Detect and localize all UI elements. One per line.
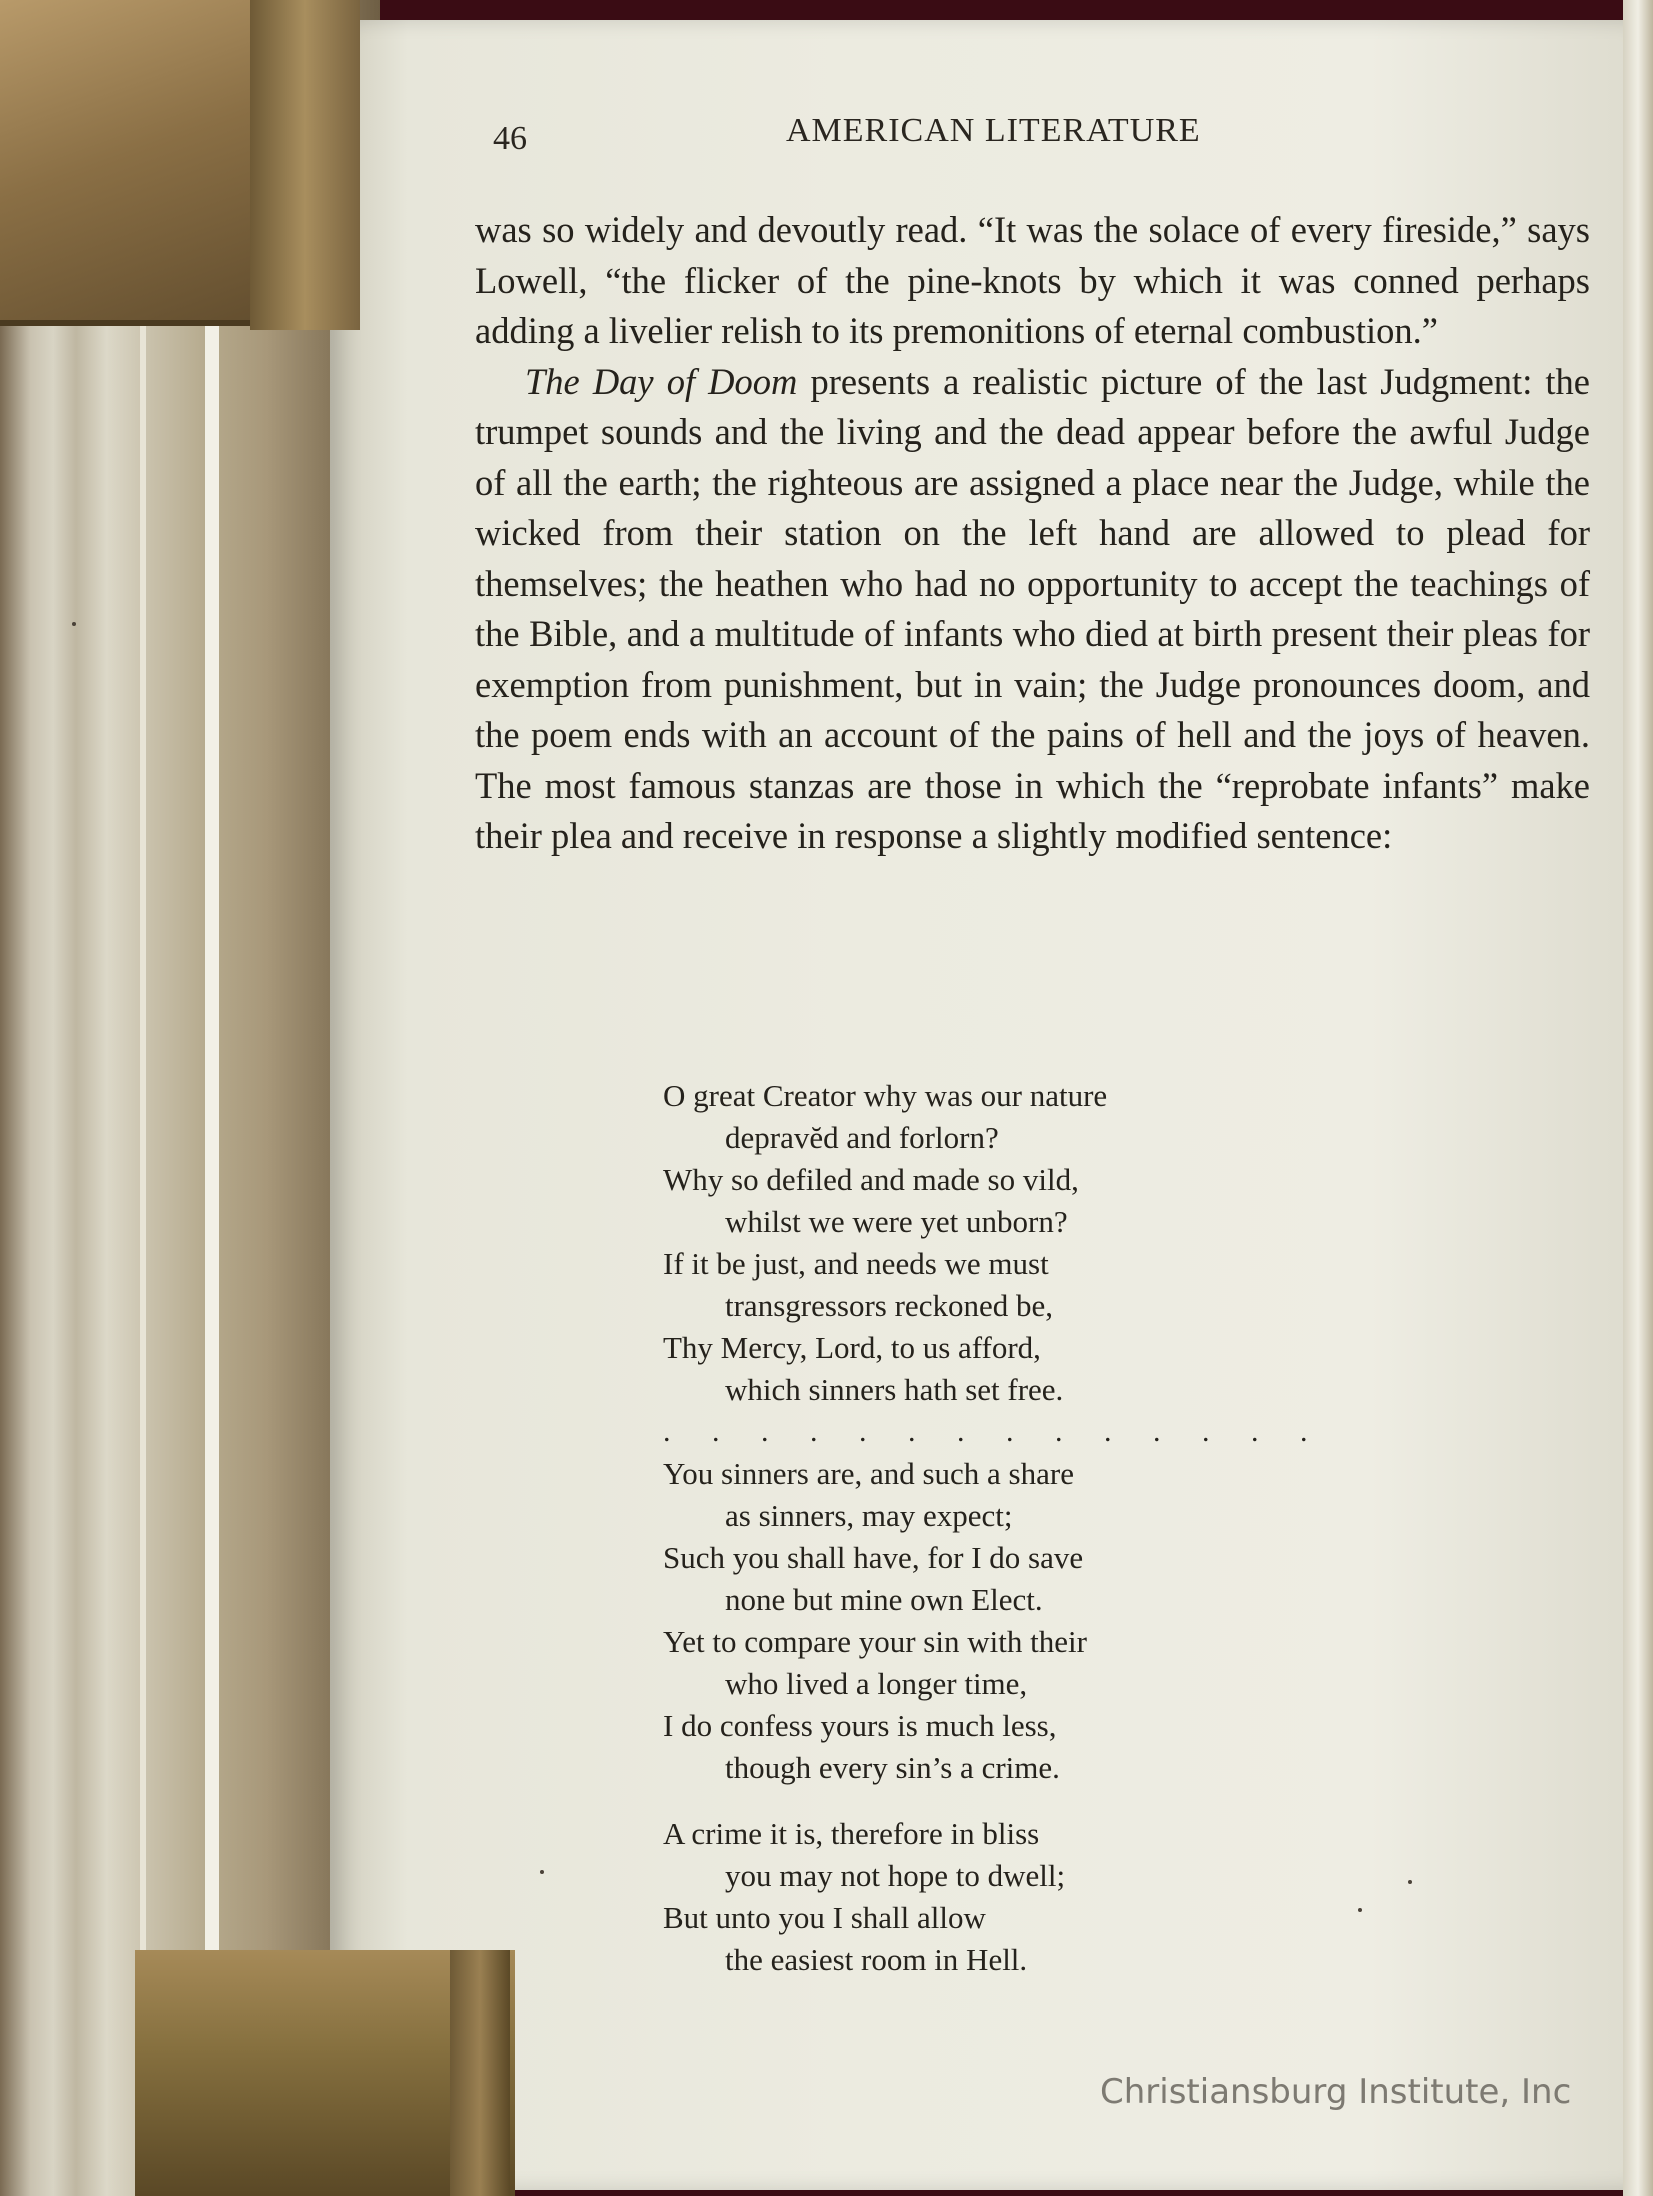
page-header bbox=[488, 112, 1588, 172]
paragraph-1: was so widely and devoutly read. “It was the solace of every fireside,” says Lowell, “the flicker of the pine-knots by which it was conned perhaps adding a livelier relish to its premonitions of eternal combustion.” bbox=[475, 209, 1590, 351]
poem-line: which sinners hath set free. bbox=[725, 1372, 1064, 1407]
poem-line: Such you shall have, for I do save bbox=[663, 1540, 1084, 1575]
poem-line: as sinners, may expect; bbox=[725, 1498, 1013, 1533]
stanza-ellipsis: . . . . . . . . . . . . . . bbox=[663, 1415, 1325, 1448]
top-clip-face bbox=[250, 0, 360, 330]
stanza-gap bbox=[663, 1789, 1423, 1813]
running-head: AMERICAN LITERATURE bbox=[786, 112, 1201, 149]
paper-speck bbox=[1408, 1880, 1412, 1884]
bottom-clip-face bbox=[450, 1950, 510, 2196]
poem-line: A crime it is, therefore in bliss bbox=[663, 1816, 1040, 1851]
paragraph-2 bbox=[475, 357, 1590, 862]
book-title: The Day of Doom bbox=[525, 360, 798, 402]
paper-speck bbox=[72, 622, 76, 626]
page-edge-stripe bbox=[140, 320, 146, 1960]
poem-line: you may not hope to dwell; bbox=[725, 1858, 1066, 1893]
paragraph-2-text: presents a realistic picture of the last Judgment: the trumpet sounds and the living and the dead appear before the awful Judge of all the earth; the righteous are assigned a place near the Judge, while the wicked from their station on the left hand are allowed to plead for themselves; the heathen who had no opportunity to accept the teachings of the Bible, and a multitude of infants who died at birth present their pleas for exemption from punishment, but in vain; the Judge pronounces doom, and the poem ends with an account of the pains of hell and the joys of heaven. The most famous stanzas are those in which the “reprobate infants” make their plea and receive in response a slightly modified sentence: bbox=[475, 360, 1590, 856]
poem bbox=[663, 1075, 1423, 1981]
poem-line: But unto you I shall allow bbox=[663, 1900, 986, 1935]
page-number: 46 bbox=[493, 120, 527, 157]
poem-line: Thy Mercy, Lord, to us afford, bbox=[663, 1330, 1041, 1365]
right-page-edge bbox=[1623, 0, 1653, 2196]
stanza-2 bbox=[663, 1453, 1423, 1789]
poem-line: Yet to compare your sin with their bbox=[663, 1624, 1087, 1659]
stanza-1 bbox=[663, 1075, 1423, 1411]
poem-line: transgressors reckoned be, bbox=[725, 1288, 1053, 1323]
watermark: Christiansburg Institute, Inc bbox=[1100, 2072, 1572, 2112]
poem-line: who lived a longer time, bbox=[725, 1666, 1028, 1701]
poem-line: whilst we were yet unborn? bbox=[725, 1204, 1068, 1239]
poem-line: none but mine own Elect. bbox=[725, 1582, 1043, 1617]
poem-line: the easiest room in Hell. bbox=[725, 1942, 1028, 1977]
poem-line: though every sin’s a crime. bbox=[725, 1750, 1060, 1785]
poem-line: Why so defiled and made so vild, bbox=[663, 1162, 1079, 1197]
paper-speck bbox=[1358, 1908, 1362, 1912]
body-text bbox=[475, 205, 1590, 862]
page-edge-stripe bbox=[205, 320, 219, 1960]
poem-line: I do confess yours is much less, bbox=[663, 1708, 1057, 1743]
poem-line: O great Creator why was our nature bbox=[663, 1078, 1108, 1113]
poem-line: If it be just, and needs we must bbox=[663, 1246, 1049, 1281]
paper-speck bbox=[540, 1870, 544, 1874]
poem-line: depravĕd and forlorn? bbox=[725, 1120, 999, 1155]
stanza-3 bbox=[663, 1813, 1423, 1981]
poem-line: You sinners are, and such a share bbox=[663, 1456, 1074, 1491]
